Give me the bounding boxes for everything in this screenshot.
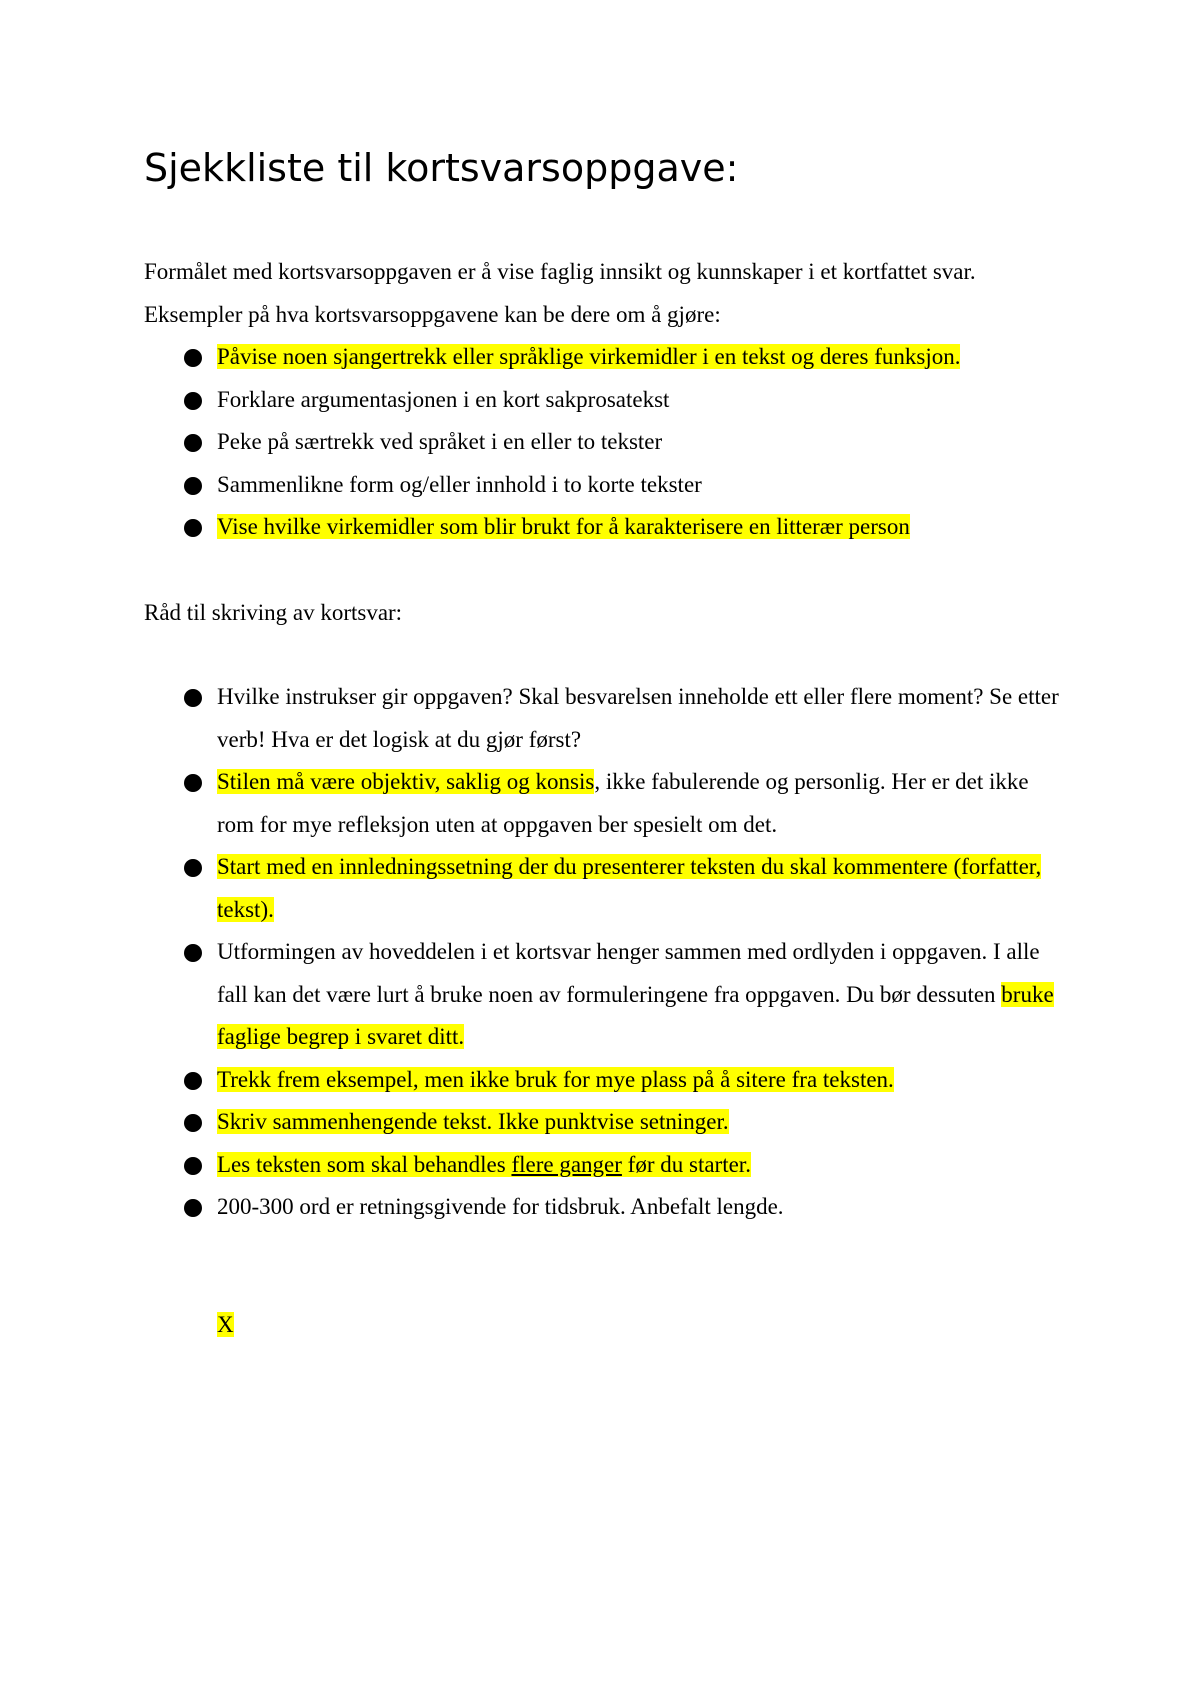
bullet-icon [184,519,202,537]
item-text: før du starter. [621,1151,751,1177]
item-text: , ikke fabulerende og personlig. Her er det ikke rom for mye refleksjon uten at oppgaven ber spesielt om det. [217,769,1029,837]
item-text: Les teksten som skal behandles [217,1151,512,1177]
advice-section [144,676,1064,1229]
bullet-icon [184,1157,202,1175]
intro-section [144,251,1064,549]
bullet-icon [184,1114,202,1132]
item-text: Peke på særtrekk ved språket i en eller to tekster [217,429,663,454]
item-text: flere ganger [511,1151,622,1177]
item-text: Forklare argumentasjonen i en kort sakprosatekst [217,386,670,412]
advice-item [144,761,1064,846]
example-item [144,464,1064,507]
item-text: Påvise noen sjangertrekk eller språklige virkemidler i en tekst og deres funksjon. [217,344,961,369]
item-text: Hvilke instrukser gir oppgaven? Skal besvarelsen inneholde ett eller flere moment? Se etter verb! Hva er det logisk at du gjør først? [217,684,1059,752]
item-text: 200-300 ord er retningsgivende for tidsbruk. Anbefalt lengde. [217,1194,784,1219]
item-text: Stilen må være objektiv, saklig og konsis [217,769,595,794]
advice-item [144,931,1064,1059]
bullet-icon [184,349,202,367]
item-text: Utformingen av hoveddelen i et kortsvar henger sammen med ordlyden i oppgaven. I alle fall kan det være lurt å bruke noen av formuleringene fra oppgaven. Du bør dessuten [217,939,1040,1007]
item-text: Sammenlikne form og/eller innhold i to korte tekster [217,471,702,497]
bullet-icon [184,434,202,452]
advice-heading: Råd til skriving av kortsvar: [144,600,403,625]
bullet-icon [184,774,202,792]
advice-item [144,1059,1064,1102]
example-item [144,506,1064,549]
advice-item [144,1144,1064,1187]
end-marker-text: X [217,1312,234,1337]
bullet-icon [184,859,202,877]
bullet-icon [184,944,202,962]
example-item [144,421,1064,464]
advice-item [144,1101,1064,1144]
document-title: Sjekkliste til kortsvarsoppgave: [144,146,739,190]
item-text: Skriv sammenhengende tekst. Ikke punktvise setninger. [217,1109,729,1134]
intro-line-purpose: Formålet med kortsvarsoppgaven er å vise faglig innsikt og kunnskaper i et kortfattet svar. [144,259,976,284]
end-marker [217,1304,234,1347]
bullet-icon [184,477,202,495]
example-item [144,336,1064,379]
bullet-icon [184,392,202,410]
advice-item [144,676,1064,761]
advice-list [144,676,1064,1229]
example-item [144,379,1064,422]
examples-list [144,336,1064,549]
item-text: Vise hvilke virkemidler som blir brukt for å karakterisere en litterær person [217,514,910,539]
advice-item [144,846,1064,931]
item-text: Trekk frem eksempel, men ikke bruk for mye plass på å sitere fra teksten. [217,1066,894,1092]
advice-item [144,1186,1064,1229]
intro-line-examples: Eksempler på hva kortsvarsoppgavene kan be dere om å gjøre: [144,301,721,327]
bullet-icon [184,1072,202,1090]
item-text: Start med en innledningssetning der du presenterer teksten du skal kommentere (forfatter, tekst). [217,854,1042,922]
bullet-icon [184,689,202,707]
bullet-icon [184,1199,202,1217]
item-text: bruke faglige begrep i svaret ditt. [217,981,1054,1049]
